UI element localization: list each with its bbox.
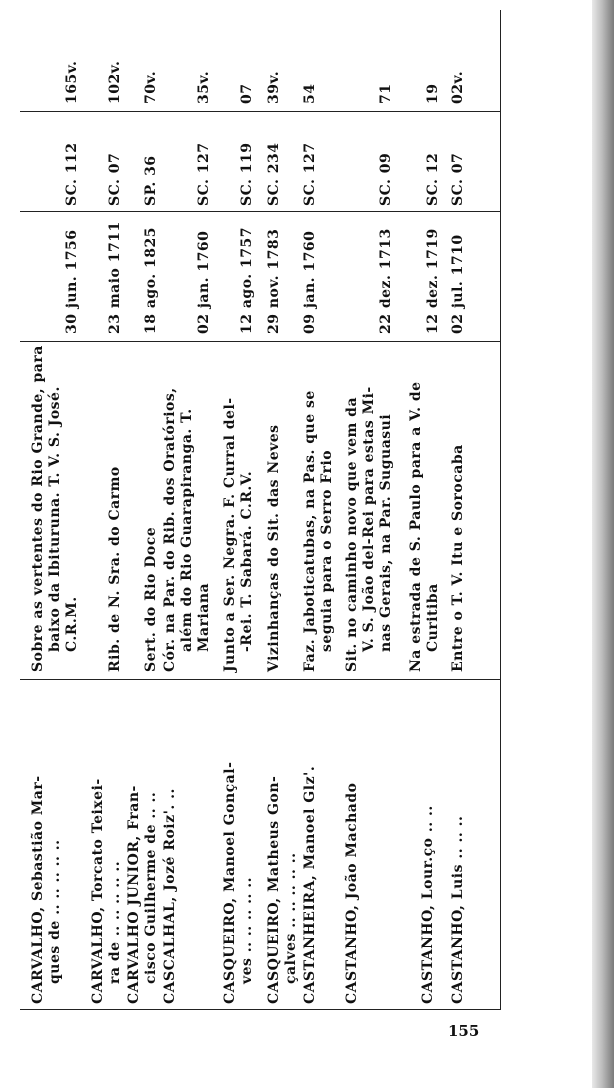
row-folio: 02v. xyxy=(450,70,466,104)
row-place: Junto a Ser. Negra. F. Curral del- -Rei. T. Sabará. C.R.V. xyxy=(222,397,255,672)
row-name: CASTANHEIRA, Manoel Glz'. xyxy=(302,765,318,1004)
row-code: SC. 12 xyxy=(425,152,441,206)
row-date: 23 maio 1711 xyxy=(107,221,123,334)
row-name: CARVALHO, Sebastião Mar- ques de .. .. .. .. .. xyxy=(30,775,63,1004)
row-name: CASCALHAL, Jozé Roiz'. .. xyxy=(162,788,178,1004)
row-place: Rib. de N. Sra. do Carmo xyxy=(107,466,123,672)
row-folio: 39v. xyxy=(266,70,282,104)
row-place: Sert. do Rio Doce xyxy=(143,526,159,672)
column-rule xyxy=(20,111,500,112)
page-binding-edge xyxy=(592,0,614,1088)
column-rule xyxy=(20,211,500,212)
row-code: SC. 112 xyxy=(64,142,80,206)
row-place: Entre o T. V. Itu e Sorocaba xyxy=(450,444,466,672)
row-folio: 165v. xyxy=(64,60,80,104)
row-date: 02 jan. 1760 xyxy=(196,230,212,334)
row-name: CARVALHO JUNIOR, Fran- cisco Guilherme de .. .. xyxy=(126,785,159,1004)
row-code: SC. 127 xyxy=(196,142,212,206)
row-folio: 54 xyxy=(302,83,318,104)
row-place: Vizinhanças do Sit. das Neves xyxy=(266,424,282,672)
row-date: 30 jun. 1756 xyxy=(64,229,80,334)
row-date: 12 dez. 1719 xyxy=(425,228,441,334)
row-code: SC. 127 xyxy=(302,142,318,206)
row-place: Sobre as vertentes do Rio Grande, para baixo da Ibituruna. T. V. S. José. C.R.M. xyxy=(30,345,80,672)
table-bottom-rule xyxy=(500,10,501,1010)
row-folio: 07 xyxy=(239,83,255,104)
column-rule xyxy=(20,679,500,680)
row-place: Na estrada de S. Paulo para a V. de Curitiba xyxy=(408,381,441,672)
row-name: CARVALHO, Torcato Teixei- ra de .. .. .. .. .. xyxy=(90,778,123,1004)
row-code: SP. 36 xyxy=(143,155,159,206)
row-code: SC. 07 xyxy=(450,152,466,206)
row-name: CASQUEIRO, Manoel Gonçal- ves .. .. .. .. .. xyxy=(222,761,255,1004)
row-name: CASTANHO, Luis .. .. .. xyxy=(450,815,466,1004)
land-grant-table xyxy=(10,10,510,1010)
page-number: 155 xyxy=(448,1022,480,1040)
column-rule xyxy=(20,1009,500,1010)
row-date: 09 jan. 1760 xyxy=(302,230,318,334)
row-place: Faz. Jaboticatubas, na Pas. que se seguia para o Serro Frio xyxy=(302,390,335,672)
row-date: 29 nov. 1783 xyxy=(266,228,282,334)
row-code: SC. 119 xyxy=(239,142,255,206)
row-folio: 35v. xyxy=(196,70,212,104)
row-code: SC. 09 xyxy=(378,152,394,206)
row-date: 02 jul. 1710 xyxy=(450,234,466,334)
row-place: Cór. na Par. do Rib. dos Oratórios, além do Rio Guarapiranga. T. Mariana xyxy=(162,387,212,672)
row-place: Sit. no caminho novo que vem da V. S. João del-Rei para estas Mi- nas Gerais, na Par. Suguasui xyxy=(344,386,394,672)
row-name: CASTANHO, João Machado xyxy=(344,782,360,1004)
row-folio: 19 xyxy=(425,83,441,104)
row-date: 22 dez. 1713 xyxy=(378,228,394,334)
row-folio: 71 xyxy=(378,83,394,104)
row-folio: 70v. xyxy=(143,70,159,104)
row-name: CASQUEIRO, Matheus Gon- çalves .. .. .. .. .. xyxy=(266,775,299,1004)
row-code: SC. 234 xyxy=(266,142,282,206)
row-name: CASTANHO, Lour.ço .. .. xyxy=(420,805,436,1004)
row-code: SC. 07 xyxy=(107,152,123,206)
row-folio: 102v. xyxy=(107,60,123,104)
rotated-page xyxy=(10,10,570,1010)
row-date: 18 ago. 1825 xyxy=(143,226,159,334)
row-date: 12 ago. 1757 xyxy=(239,226,255,334)
